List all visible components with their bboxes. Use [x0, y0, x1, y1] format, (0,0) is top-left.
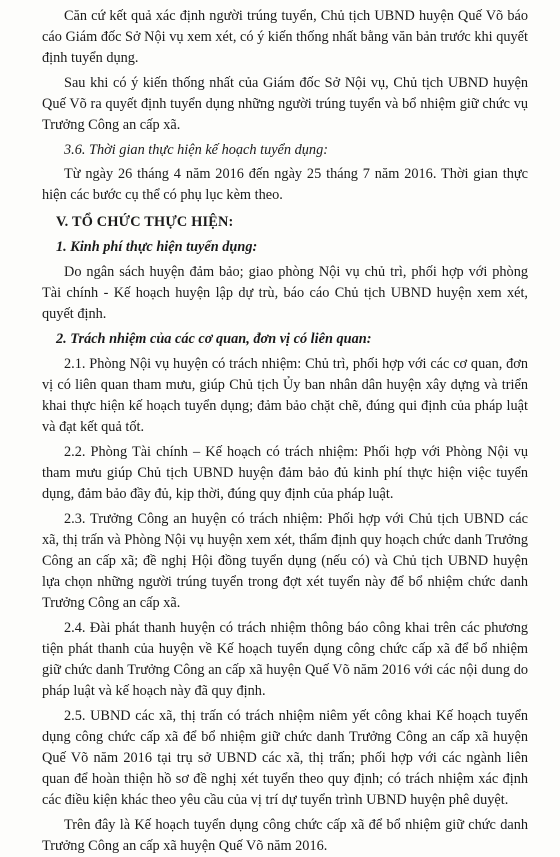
section-heading-v: V. TỔ CHỨC THỰC HIỆN:	[56, 214, 234, 230]
paragraph-funding: Do ngân sách huyện đảm bảo; giao phòng Nội vụ chủ trì, phối hợp với phòng Tài chính - Kế hoạch huyện lập dự trù, báo cáo Chủ tịch UBND huyện xem xét, quyết định.	[42, 264, 528, 322]
item-heading-responsibilities: 2. Trách nhiệm của các cơ quan, đơn vị có liên quan:	[56, 331, 372, 347]
paragraph-appointment-decision: Sau khi có ý kiến thống nhất của Giám đốc Sở Nội vụ, Chủ tịch UBND huyện Quế Võ ra quyết định tuyển dụng những người trúng tuyển và bổ nhiệm giữ chức vụ Trưởng Công an cấp xã.	[42, 75, 528, 133]
paragraph-2-1-internal-affairs: 2.1. Phòng Nội vụ huyện có trách nhiệm: Chủ trì, phối hợp với các cơ quan, đơn vị có liên quan tham mưu, giúp Chủ tịch Ủy ban nhân dân huyện xây dựng và triển khai thực hiện kế hoạch tuyển dụng; đảm bảo chặt chẽ, đúng qui định của pháp luật và đạt kết quả tốt.	[42, 356, 528, 435]
item-heading-funding: 1. Kinh phí thực hiện tuyển dụng:	[56, 239, 258, 255]
paragraph-2-5-communes: 2.5. UBND các xã, thị trấn có trách nhiệm niêm yết công khai Kế hoạch tuyển dụng công chức cấp xã để bổ nhiệm giữ chức danh Trưởng Công an cấp xã huyện Quế Võ năm 2016 tại trụ sở UBND các xã, thị trấn; phối hợp với các ngành liên quan để hoàn thiện hồ sơ đề nghị xét tuyển theo quy định; có trách nhiệm xác định các điều kiện khác theo yêu cầu của vị trí dự tuyển trình UBND huyện phê duyệt.	[42, 708, 528, 808]
paragraph-2-3-police: 2.3. Trưởng Công an huyện có trách nhiệm: Phối hợp với Chủ tịch UBND các xã, thị trấn và Phòng Nội vụ huyện xem xét, thẩm định quy hoạch chức danh Trưởng Công an cấp xã; đề nghị Hội đồng tuyển dụng (nếu có) và Chủ tịch UBND huyện lựa chọn những người trúng tuyển trong đợt xét tuyển này để bổ nhiệm chức danh Trưởng Công an cấp xã.	[42, 511, 528, 611]
paragraph-timeline: Từ ngày 26 tháng 4 năm 2016 đến ngày 25 tháng 7 năm 2016. Thời gian thực hiện các bước cụ thể có phụ lục kèm theo.	[42, 166, 528, 203]
paragraph-2-2-finance: 2.2. Phòng Tài chính – Kế hoạch có trách nhiệm: Phối hợp với Phòng Nội vụ tham mưu giúp Chủ tịch UBND huyện đảm bảo đủ kinh phí thực hiện việc tuyển dụng, đảm bảo đầy đủ, kịp thời, đúng quy định của pháp luật.	[42, 444, 528, 502]
paragraph-closing: Trên đây là Kế hoạch tuyển dụng công chức cấp xã để bổ nhiệm giữ chức danh Trưởng Công an cấp xã huyện Quế Võ năm 2016.	[42, 817, 528, 854]
subheading-3-6-timeline: 3.6. Thời gian thực hiện kế hoạch tuyển dụng:	[64, 142, 328, 158]
paragraph-2-4-radio: 2.4. Đài phát thanh huyện có trách nhiệm thông báo công khai trên các phương tiện phát thanh của huyện về Kế hoạch tuyển dụng công chức cấp xã để bổ nhiệm giữ chức danh Trưởng Công an cấp xã huyện Quế Võ năm 2016 với các nội dung do pháp luật và kế hoạch này đã quy định.	[42, 620, 528, 699]
paragraph-report-approval: Căn cứ kết quả xác định người trúng tuyển, Chủ tịch UBND huyện Quế Võ báo cáo Giám đốc Sở Nội vụ xem xét, có ý kiến thống nhất bằng văn bản trước khi quyết định tuyển dụng.	[42, 8, 528, 66]
